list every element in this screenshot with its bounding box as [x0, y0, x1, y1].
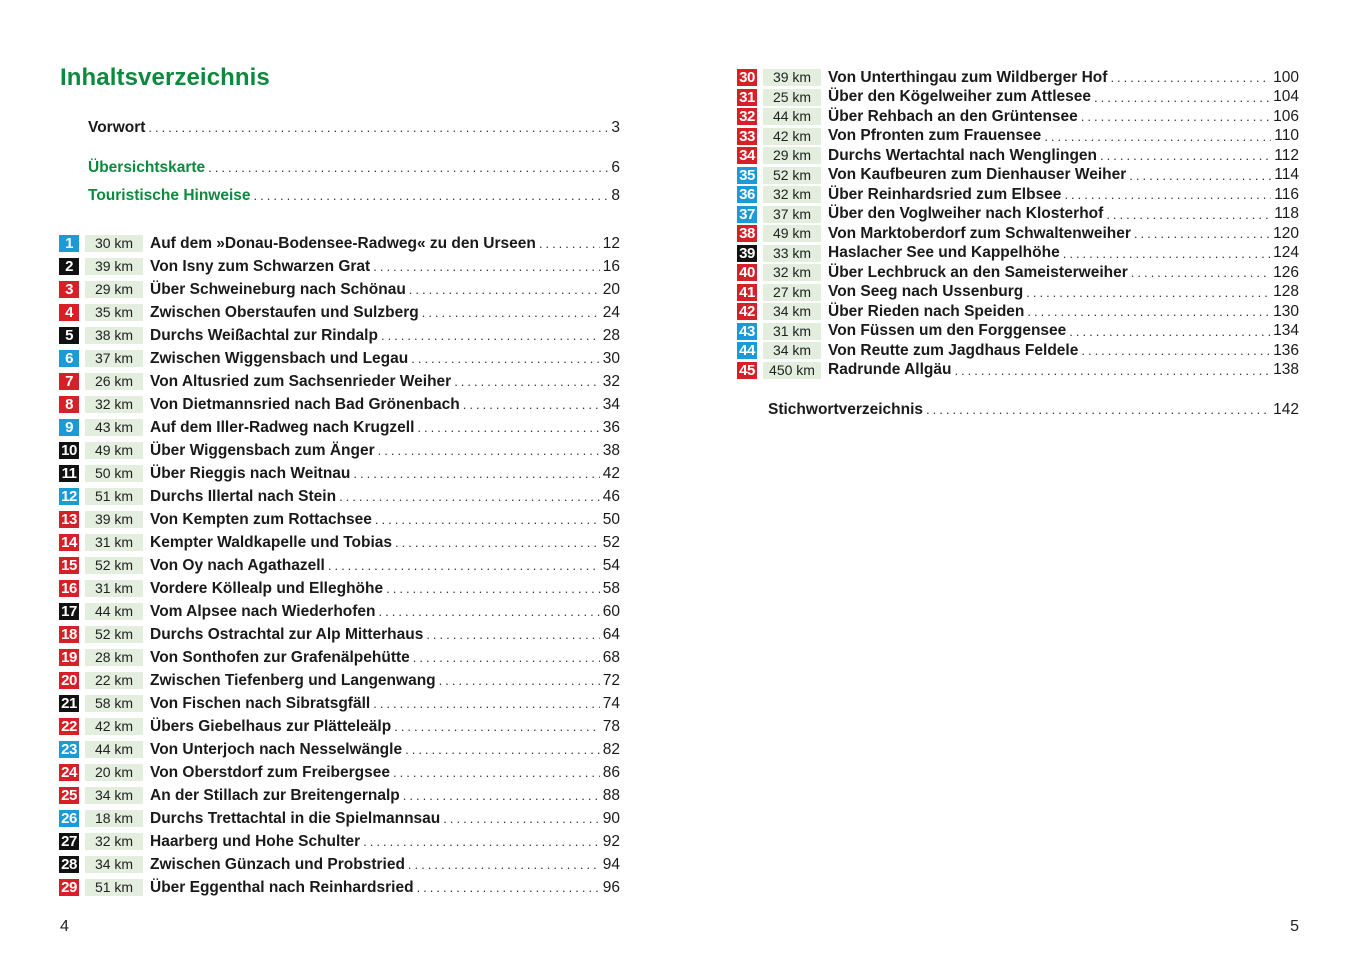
dot-leader [1064, 187, 1271, 202]
tour-number-badge: 26 [59, 810, 79, 827]
tour-entry-20[interactable] [59, 669, 620, 692]
dot-leader [403, 788, 600, 803]
tour-list-left [59, 232, 620, 899]
dot-leader [454, 374, 600, 389]
dot-leader [417, 880, 600, 895]
tour-entry-33[interactable] [737, 127, 1299, 147]
tour-page: 36 [602, 418, 620, 436]
tour-page: 116 [1274, 185, 1299, 203]
tour-page: 82 [602, 740, 620, 758]
tour-distance: 34 km [85, 856, 143, 873]
tour-distance: 37 km [763, 206, 821, 223]
tour-number-badge: 16 [59, 580, 79, 597]
tour-title: Über Lechbruck an den Sameisterweiher [828, 263, 1128, 281]
tour-distance: 39 km [85, 511, 143, 528]
tour-number-badge: 31 [737, 89, 757, 106]
tour-distance: 39 km [85, 258, 143, 275]
tour-distance: 44 km [85, 603, 143, 620]
dot-leader [539, 236, 600, 251]
tour-title: Durchs Wertachtal nach Wenglingen [828, 146, 1098, 164]
tour-page: 20 [602, 280, 620, 298]
entry-label: Übersichtskarte [88, 159, 206, 176]
tour-number-badge: 10 [59, 442, 79, 459]
tour-title: Über Rieggis nach Weitnau [150, 464, 351, 482]
tour-number-badge: 27 [59, 833, 79, 850]
tour-number-badge: 22 [59, 718, 79, 735]
tour-distance: 26 km [85, 373, 143, 390]
tour-number-badge: 24 [59, 764, 79, 781]
dot-leader [409, 282, 600, 297]
dot-leader [1129, 168, 1271, 183]
dot-leader [363, 834, 600, 849]
entry-page: 3 [611, 119, 620, 136]
dot-leader [393, 765, 600, 780]
tour-entry-13[interactable] [59, 508, 620, 531]
tour-page: 96 [602, 878, 620, 896]
dot-leader [954, 363, 1270, 378]
tour-title: Von Oy nach Agathazell [150, 556, 325, 574]
tour-page: 112 [1274, 146, 1299, 164]
tour-distance: 29 km [763, 147, 821, 164]
dot-leader [148, 118, 608, 138]
tour-distance: 31 km [85, 534, 143, 551]
tour-entry-24[interactable] [59, 761, 620, 784]
tour-number-badge: 17 [59, 603, 79, 620]
tour-title: Durchs Trettachtal in die Spielmannsau [150, 809, 441, 827]
tour-entry-18[interactable] [59, 623, 620, 646]
tour-number-badge: 44 [737, 342, 757, 359]
tour-distance: 20 km [85, 764, 143, 781]
dot-leader [379, 604, 600, 619]
tour-page: 124 [1273, 244, 1299, 262]
tour-distance: 42 km [85, 718, 143, 735]
tour-distance: 450 km [763, 362, 821, 379]
dot-leader [1094, 90, 1270, 105]
tour-page: 32 [602, 372, 620, 390]
dot-leader [1027, 304, 1270, 319]
tour-number-badge: 41 [737, 284, 757, 301]
tour-distance: 34 km [85, 787, 143, 804]
dot-leader [375, 512, 600, 527]
tour-title: Haarberg und Hohe Schulter [150, 832, 361, 850]
tour-entry-16[interactable] [59, 577, 620, 600]
dot-leader [208, 158, 608, 178]
tour-entry-6[interactable] [59, 347, 620, 370]
dot-leader [328, 558, 600, 573]
tour-number-badge: 12 [59, 488, 79, 505]
tour-title: Zwischen Wiggensbach und Legau [150, 349, 409, 367]
toc-entry-uebersichtskarte[interactable] [88, 158, 620, 178]
tour-title: Von Oberstdorf zum Freibergsee [150, 763, 391, 781]
tour-number-badge: 34 [737, 147, 757, 164]
entry-label: Stichwortverzeichnis [768, 401, 924, 418]
tour-distance: 32 km [763, 264, 821, 281]
tour-page: 92 [602, 832, 620, 850]
tour-title: Vom Alpsee nach Wiederhofen [150, 602, 376, 620]
tour-page: 120 [1273, 224, 1299, 242]
tour-title: Von Marktoberdorf zum Schwaltenweiher [828, 224, 1131, 242]
page-number-left: 4 [60, 918, 69, 935]
tour-number-badge: 5 [59, 327, 79, 344]
tour-entry-4[interactable] [59, 301, 620, 324]
tour-title: Über Wiggensbach zum Änger [150, 441, 375, 459]
tour-distance: 52 km [85, 626, 143, 643]
tour-title: Von Pfronten zum Frauensee [828, 127, 1042, 145]
tour-number-badge: 38 [737, 225, 757, 242]
tour-distance: 49 km [763, 225, 821, 242]
dot-leader [1026, 285, 1270, 300]
tour-title: Haslacher See und Kappelhöhe [828, 244, 1060, 262]
tour-entry-40[interactable] [737, 263, 1299, 283]
tour-page: 110 [1274, 127, 1299, 145]
tour-title: Zwischen Tiefenberg und Langenwang [150, 671, 436, 689]
tour-title: Radrunde Allgäu [828, 361, 952, 379]
tour-number-badge: 21 [59, 695, 79, 712]
dot-leader [381, 328, 600, 343]
tour-title: Auf dem Iller-Radweg nach Krugzell [150, 418, 415, 436]
tour-page: 86 [602, 763, 620, 781]
tour-title: Über den Kögelweiher zum Attlesee [828, 88, 1091, 106]
tour-distance: 34 km [763, 342, 821, 359]
dot-leader [254, 186, 609, 206]
dot-leader [405, 742, 600, 757]
tour-entry-27[interactable] [59, 830, 620, 853]
page-title: Inhaltsverzeichnis [60, 64, 270, 91]
dot-leader [1106, 207, 1271, 222]
tour-distance: 37 km [85, 350, 143, 367]
dot-leader [1081, 343, 1270, 358]
tour-number-badge: 33 [737, 128, 757, 145]
dot-leader [1100, 148, 1271, 163]
tour-entry-25[interactable] [59, 784, 620, 807]
tour-page: 60 [602, 602, 620, 620]
tour-distance: 29 km [85, 281, 143, 298]
dot-leader [339, 489, 600, 504]
tour-distance: 32 km [763, 186, 821, 203]
tour-entry-31[interactable] [737, 88, 1299, 108]
tour-page: 100 [1273, 68, 1299, 86]
tour-entry-2[interactable] [59, 255, 620, 278]
front-matter-list [88, 118, 620, 206]
tour-title: Von Fischen nach Sibratsgfäll [150, 694, 371, 712]
tour-number-badge: 45 [737, 362, 757, 379]
tour-distance: 30 km [85, 235, 143, 252]
tour-distance: 44 km [85, 741, 143, 758]
tour-title: Über Schweineburg nach Schönau [150, 280, 406, 298]
tour-title: Von Kempten zum Rottachsee [150, 510, 372, 528]
tour-page: 28 [602, 326, 620, 344]
tour-entry-14[interactable] [59, 531, 620, 554]
tour-number-badge: 23 [59, 741, 79, 758]
tour-distance: 34 km [763, 303, 821, 320]
tour-page: 136 [1273, 341, 1299, 359]
tour-page: 24 [602, 303, 620, 321]
tour-page: 114 [1274, 166, 1299, 184]
tour-page: 54 [602, 556, 620, 574]
tour-distance: 32 km [85, 396, 143, 413]
tour-entry-22[interactable] [59, 715, 620, 738]
tour-distance: 58 km [85, 695, 143, 712]
tour-entry-11[interactable] [59, 462, 620, 485]
tour-number-badge: 30 [737, 69, 757, 86]
left-page [0, 0, 679, 969]
tour-number-badge: 29 [59, 879, 79, 896]
dot-leader [378, 443, 600, 458]
dot-leader [439, 673, 600, 688]
tour-page: 90 [602, 809, 620, 827]
tour-title: Über Rieden nach Speiden [828, 302, 1025, 320]
tour-entry-21[interactable] [59, 692, 620, 715]
tour-number-badge: 43 [737, 323, 757, 340]
tour-page: 58 [602, 579, 620, 597]
dot-leader [394, 719, 600, 734]
entry-page: 142 [1273, 401, 1299, 418]
tour-page: 106 [1273, 107, 1299, 125]
tour-entry-10[interactable] [59, 439, 620, 462]
tour-title: Von Kaufbeuren zum Dienhauser Weiher [828, 166, 1127, 184]
tour-entry-7[interactable] [59, 370, 620, 393]
tour-page: 16 [602, 257, 620, 275]
tour-number-badge: 25 [59, 787, 79, 804]
tour-title: Durchs Ostrachtal zur Alp Mitterhaus [150, 625, 424, 643]
tour-distance: 51 km [85, 879, 143, 896]
tour-title: Zwischen Oberstaufen und Sulzberg [150, 303, 419, 321]
tour-distance: 39 km [763, 69, 821, 86]
tour-entry-37[interactable] [737, 205, 1299, 225]
dot-leader [386, 581, 600, 596]
dot-leader [413, 650, 600, 665]
tour-distance: 49 km [85, 442, 143, 459]
tour-title: Kempter Waldkapelle und Tobias [150, 533, 393, 551]
tour-number-badge: 14 [59, 534, 79, 551]
tour-page: 72 [602, 671, 620, 689]
tour-entry-39[interactable] [737, 244, 1299, 264]
tour-entry-44[interactable] [737, 341, 1299, 361]
tour-page: 42 [602, 464, 620, 482]
tour-page: 52 [602, 533, 620, 551]
page-number-right: 5 [1290, 918, 1299, 935]
tour-page: 34 [602, 395, 620, 413]
tour-distance: 27 km [763, 284, 821, 301]
tour-title: Über Reinhardsried zum Elbsee [828, 185, 1062, 203]
tour-title: Über Rehbach an den Grüntensee [828, 107, 1078, 125]
tour-entry-29[interactable] [59, 876, 620, 899]
tour-title: Von Seeg nach Ussenburg [828, 283, 1024, 301]
tour-entry-3[interactable] [59, 278, 620, 301]
tour-title: Vordere Köllealp und Elleghöhe [150, 579, 384, 597]
tour-number-badge: 32 [737, 108, 757, 125]
toc-entry-stichwortverzeichnis[interactable] [768, 400, 1299, 420]
tour-distance: 51 km [85, 488, 143, 505]
tour-number-badge: 20 [59, 672, 79, 689]
tour-number-badge: 2 [59, 258, 79, 275]
tour-distance: 18 km [85, 810, 143, 827]
tour-page: 38 [602, 441, 620, 459]
tour-title: Durchs Weißachtal zur Rindalp [150, 326, 378, 344]
tour-distance: 28 km [85, 649, 143, 666]
tour-number-badge: 19 [59, 649, 79, 666]
dot-leader [1081, 109, 1270, 124]
tour-entry-28[interactable] [59, 853, 620, 876]
right-page [679, 0, 1359, 969]
tour-number-badge: 1 [59, 235, 79, 252]
tour-distance: 52 km [85, 557, 143, 574]
dot-leader [426, 627, 599, 642]
tour-entry-41[interactable] [737, 283, 1299, 303]
tour-title: Von Altusried zum Sachsenrieder Weiher [150, 372, 452, 390]
dot-leader [373, 696, 600, 711]
tour-number-badge: 28 [59, 856, 79, 873]
tour-entry-34[interactable] [737, 146, 1299, 166]
tour-title: Auf dem »Donau-Bodensee-Radweg« zu den Urseen [150, 234, 536, 252]
tour-entry-15[interactable] [59, 554, 620, 577]
tour-entry-17[interactable] [59, 600, 620, 623]
tour-title: Von Reutte zum Jagdhaus Feldele [828, 341, 1079, 359]
tour-entry-9[interactable] [59, 416, 620, 439]
tour-distance: 31 km [85, 580, 143, 597]
tour-entry-1[interactable] [59, 232, 620, 255]
tour-distance: 33 km [763, 245, 821, 262]
dot-leader [1069, 324, 1270, 339]
dot-leader [1131, 265, 1270, 280]
tour-entry-23[interactable] [59, 738, 620, 761]
tour-title: Von Unterjoch nach Nesselwängle [150, 740, 403, 758]
tour-entry-43[interactable] [737, 322, 1299, 342]
tour-entry-19[interactable] [59, 646, 620, 669]
tour-distance: 43 km [85, 419, 143, 436]
tour-page: 74 [602, 694, 620, 712]
tour-title: Von Isny zum Schwarzen Grat [150, 257, 371, 275]
tour-entry-26[interactable] [59, 807, 620, 830]
tour-page: 104 [1273, 88, 1299, 106]
tour-entry-36[interactable] [737, 185, 1299, 205]
tour-distance: 38 km [85, 327, 143, 344]
tour-number-badge: 35 [737, 167, 757, 184]
dot-leader [1044, 129, 1271, 144]
tour-number-badge: 7 [59, 373, 79, 390]
tour-page: 50 [602, 510, 620, 528]
tour-distance: 22 km [85, 672, 143, 689]
tour-distance: 50 km [85, 465, 143, 482]
tour-entry-32[interactable] [737, 107, 1299, 127]
tour-page: 68 [602, 648, 620, 666]
tour-entry-12[interactable] [59, 485, 620, 508]
tour-page: 46 [602, 487, 620, 505]
tour-number-badge: 9 [59, 419, 79, 436]
tour-number-badge: 37 [737, 206, 757, 223]
dot-leader [926, 400, 1270, 420]
tour-title: Von Unterthingau zum Wildberger Hof [828, 68, 1108, 86]
tour-entry-30[interactable] [737, 68, 1299, 88]
tour-title: Über Eggenthal nach Reinhardsried [150, 878, 414, 896]
dot-leader [395, 535, 600, 550]
entry-label: Touristische Hinweise [88, 187, 251, 204]
dot-leader [422, 305, 600, 320]
dot-leader [417, 420, 599, 435]
tour-page: 78 [602, 717, 620, 735]
tour-page: 126 [1273, 263, 1299, 281]
tour-page: 128 [1273, 283, 1299, 301]
tour-list-right [737, 68, 1299, 380]
tour-page: 88 [602, 786, 620, 804]
tour-number-badge: 15 [59, 557, 79, 574]
dot-leader [408, 857, 600, 872]
tour-title: Durchs Illertal nach Stein [150, 487, 337, 505]
tour-page: 130 [1273, 302, 1299, 320]
tour-entry-8[interactable] [59, 393, 620, 416]
tour-distance: 42 km [763, 128, 821, 145]
tour-page: 138 [1273, 361, 1299, 379]
tour-number-badge: 40 [737, 264, 757, 281]
tour-distance: 44 km [763, 108, 821, 125]
tour-title: An der Stillach zur Breitengernalp [150, 786, 400, 804]
entry-page: 8 [611, 187, 620, 204]
tour-entry-42[interactable] [737, 302, 1299, 322]
tour-title: Von Sonthofen zur Grafenälpehütte [150, 648, 410, 666]
tour-page: 12 [602, 234, 620, 252]
dot-leader [1110, 70, 1270, 85]
tour-number-badge: 6 [59, 350, 79, 367]
tour-number-badge: 4 [59, 304, 79, 321]
dot-leader [373, 259, 600, 274]
dot-leader [411, 351, 600, 366]
tour-distance: 31 km [763, 323, 821, 340]
tour-entry-45[interactable] [737, 361, 1299, 381]
toc-entry-touristische-hinweise[interactable] [88, 186, 620, 206]
tour-page: 30 [602, 349, 620, 367]
tour-distance: 35 km [85, 304, 143, 321]
tour-number-badge: 36 [737, 186, 757, 203]
dot-leader [353, 466, 599, 481]
dot-leader [463, 397, 600, 412]
tour-distance: 25 km [763, 89, 821, 106]
tour-title: Übers Giebelhaus zur Plätteleälp [150, 717, 392, 735]
tour-title: Über den Voglweiher nach Klosterhof [828, 205, 1104, 223]
entry-label: Vorwort [88, 119, 146, 136]
tour-title: Zwischen Günzach und Probstried [150, 855, 405, 873]
tour-page: 118 [1274, 205, 1299, 223]
tour-number-badge: 13 [59, 511, 79, 528]
dot-leader [1134, 226, 1270, 241]
toc-entry-vorwort[interactable] [88, 118, 620, 138]
entry-page: 6 [611, 159, 620, 176]
tour-distance: 32 km [85, 833, 143, 850]
tour-title: Von Füssen um den Forggensee [828, 322, 1067, 340]
tour-page: 64 [602, 625, 620, 643]
tour-number-badge: 3 [59, 281, 79, 298]
tour-page: 94 [602, 855, 620, 873]
tour-number-badge: 42 [737, 303, 757, 320]
tour-number-badge: 39 [737, 245, 757, 262]
tour-entry-38[interactable] [737, 224, 1299, 244]
dot-leader [443, 811, 599, 826]
dot-leader [1063, 246, 1270, 261]
tour-entry-5[interactable] [59, 324, 620, 347]
tour-distance: 52 km [763, 167, 821, 184]
tour-number-badge: 11 [59, 465, 79, 482]
tour-entry-35[interactable] [737, 166, 1299, 186]
tour-title: Von Dietmannsried nach Bad Grönenbach [150, 395, 460, 413]
tour-number-badge: 18 [59, 626, 79, 643]
tour-number-badge: 8 [59, 396, 79, 413]
tour-page: 134 [1273, 322, 1299, 340]
